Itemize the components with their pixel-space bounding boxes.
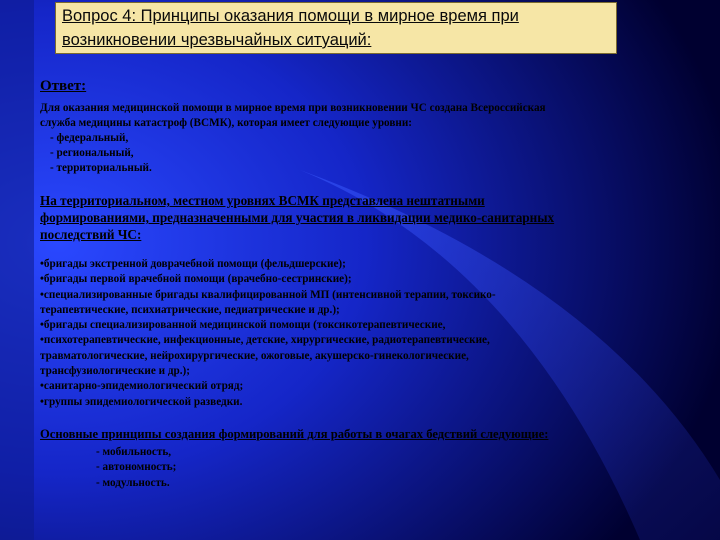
intro-line: Для оказания медицинской помощи в мирное время при возникновении ЧС создана Всероссийская [40, 102, 546, 114]
intro-line: служба медицины катастроф (ВСМК), которая имеет следующие уровни: [40, 117, 413, 129]
section-heading-line: последствий ЧС: [40, 227, 142, 242]
units-list [40, 257, 695, 410]
list-item: терапевтические, психиатрические, педиатрические и др.); [40, 303, 340, 316]
list-item: •бригады экстренной доврачебной помощи (фельдшерские); [40, 258, 346, 270]
level-item: - региональный, [50, 147, 134, 159]
level-item: - территориальный. [50, 162, 152, 174]
level-item: - федеральный, [50, 132, 129, 144]
title-line-1: Вопрос 4: Принципы оказания помощи в мирное время при [62, 7, 519, 25]
principles-heading: Основные принципы создания формирований для работы в очагах бедствий следующие: [40, 426, 549, 441]
section-heading-line: На территориальном, местном уровнях ВСМК представлена нештатными [40, 193, 485, 208]
section-heading [40, 192, 695, 243]
list-item: •психотерапевтические, инфекционные, детские, хирургические, радиотерапевтические, [40, 334, 490, 347]
list-item: травматологические, нейрохирургические, ожоговые, акушерско-гинекологические, [40, 349, 469, 362]
page-title [62, 4, 622, 52]
content [40, 78, 695, 491]
left-stripe [0, 0, 34, 540]
list-item: •бригады первой врачебной помощи (врачебно-сестринские); [40, 273, 352, 286]
list-item: •санитарно-эпидемиологический отряд; [40, 380, 244, 393]
principle-item: - автономность; [96, 461, 177, 474]
list-item: •группы эпидемиологической разведки. [40, 395, 243, 408]
title-line-2: возникновении чрезвычайных ситуаций: [62, 31, 372, 49]
list-item: •специализированные бригады квалифицированной МП (интенсивной терапии, токсико- [40, 288, 496, 301]
section-heading-line: формированиями, предназначенными для участия в ликвидации медико-санитарных [40, 210, 555, 225]
principle-item: - мобильность, [96, 445, 172, 458]
principle-item: - модульность. [96, 476, 170, 489]
answer-label: Ответ: [40, 78, 87, 94]
list-item: трансфузиологические и др.); [40, 365, 190, 378]
list-item: •бригады специализированной медицинской помощи (токсикотерапевтические, [40, 319, 446, 332]
